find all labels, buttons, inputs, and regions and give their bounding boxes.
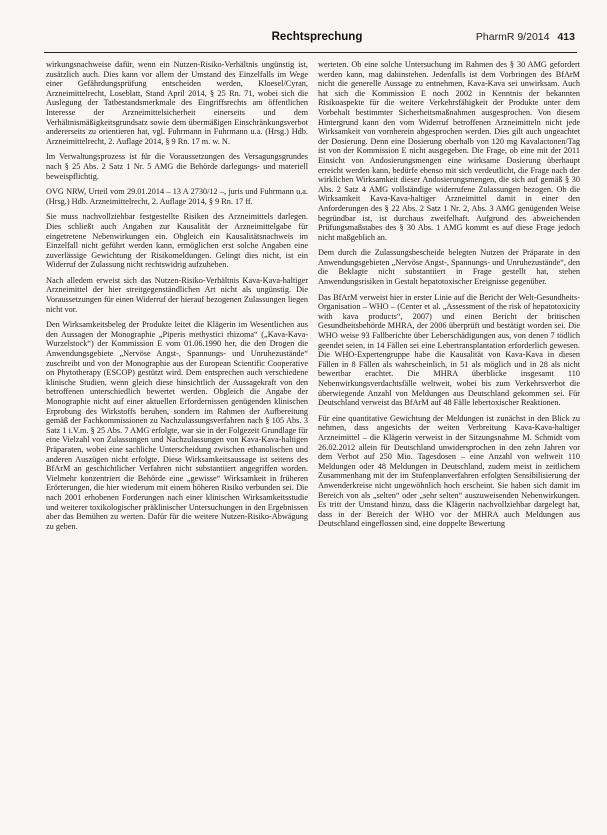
page-number: 413: [557, 31, 575, 43]
paragraph: wirkungsnachweise dafür, wenn ein Nutzen-Risiko-Verhältnis ungünstig ist, zusätzlich auch. Dies kann vor allem der Umstand des Einzelfalls im Wege einer Gefährdungsprüfung entscheiden werden, Kloesel/Cyran, Arzneimittelrecht, Loseblatt, Stand April 2014, § 25 Rn. 71, wobei sich die Auslegung der Tatbestandsmerkmale des Eingriffsrechts am öffentlichen Interesse der Arzneimittelsicherheit einerseits und dem Verhältnismäßigkeitsgrundsatz sowie dem übermäßigen Einschränkungsverbot andererseits zu orientieren hat, vgl. Fuhrmann in Fuhrmann u.a. (Hrsg.) Hdb. Arzneimittelrecht, 2. Auflage 2014, § 9 Rn. 17 m. w. N.: [46, 60, 308, 146]
paragraph: werteten. Ob eine solche Untersuchung im Rahmen des § 30 AMG gefordert werden kann, mag dahinstehen. Jedenfalls ist dem Vorbringen des BfArM nicht die generelle Aussage zu entnehmen, Kava-Kava sei unwirksam. Auch hat sich die Kommission E noch 2002 in Kenntnis der bekannten Risikoaspekte für die weitere Verkehrsfähigkeit der Produkte unter dem Vorbehalt bestimmter Sicherheitsmaßnahmen ausgesprochen. Von diesem Hintergrund kann den vom Widerruf betroffenen Arzneimitteln nicht jede Wirksamkeit von vornherein abgesprochen werden. Dies gilt auch ungeachtet der Dosierung. Denn eine Dosierung oberhalb von 120 mg Kavalactonen/Tag ist von der Kommission E nicht ausgegeben. Die Frage, ob eine mit der 2011 Einsicht von Andosierungsmengen eine wirksame Dosierung überhaupt erreicht werden kann, bedürfe ebenso mit sich verdeutlicht, die Frage nach der wirklichen Wirksamkeit dieser Andosierungsmengen, die sich auf gemäß § 30 Abs. 2 Satz 4 AMG vollständige widerrufene Zulassungen bezogen. Ob die Wirksamkeit Kava-Kava-haltiger Arzneimittel damit in einer den Anforderungen des § 22 Abs. 2 Satz 1 Nr. 2, Abs. 3 AMG genügenden Weise begründbar ist, ist durchaus zweifelhaft. Aufgrund des abweichenden Prüfungsmaßstabes des § 30 Abs. 1 AMG kommt es auf diese Frage jedoch nicht maßgeblich an.: [318, 60, 580, 242]
citation: OVG NRW, Urteil vom 29.01.2014 – 13 A 2730/12 –, juris und Fuhrmann u.a. (Hrsg.) Hdb. Arzneimittelrecht, 2. Auflage 2014, § 9 Rn. 17 ff.: [46, 187, 308, 206]
section-rubric: Rechtsprechung: [271, 31, 363, 43]
paragraph: Das BfArM verweist hier in erster Linie auf die Bericht der Welt-Gesundheits-Organisation – WHO – (Center et al. „Assessment of the risk of hepatotoxicity with kava products“, 2007) und einen Bericht der britischen Gesundheitsbehörde MHRA, der 2006 überprüft und bestätigt worden sei. Die WHO weise 93 Fallberichte über Leberschädigungen aus, von denen 7 tödlich geendet seien, in 14 Fällen sei eine Lebertransplantation erforderlich gewesen. Die WHO-Expertengruppe habe die Kausalität von Kava-Kava in diesen Fällen in 8 Fällen als wahrscheinlich, in 51 als möglich und in 28 als nicht bewertbar erachtet. Die MHRA überblicke insgesamt 110 Nebenwirkungsverdachtsfälle weltweit, wobei bis zum Verkehrsverbot die überwiegende Anzahl von Meldungen aus Deutschland gekommen sei. Für Deutschland verweist das BfArM auf 48 Fälle lebertoxischer Reaktionen.: [318, 292, 580, 408]
paragraph: Dem durch die Zulassungsbescheide belegten Nutzen der Präparate in den Anwendungsgebieten „Nervöse Angst-, Spannungs- und Unruhezustände“, den die Beklagte nicht substantiiert in Frage gestellt hat, stehen Anwendungsrisiken in Gestalt hepatotoxischer Ereignisse gegenüber.: [318, 248, 580, 287]
journal-issue: PharmR 9/2014: [475, 31, 550, 43]
paragraph: Den Wirksamkeitsbeleg der Produkte leitet die Klägerin im Wesentlichen aus den Aussagen der Monographie „Piperis methystici rhizoma“ („Kava-Kava-Wurzelstock“) der Kommission E vom 01.06.1990 her, die den Drogen die Anwendungsgebiete „Nervöse Angst-, Spannungs- und Unruhezustände“ zuschreibt und von der Monographie aus der European Scientific Cooperative on Phytotherapy (ESCOP) gestützt wird. Dem entsprechen auch verschiedene klinische Studien, wenn gleich diese hinsichtlich der Aussagekraft von den betroffenen unterschiedlich bewertet werden. Obgleich die Angabe der Monographie nicht auf einer aktuellen Erfordernissen genügenden klinischen Erprobung des Wirkstoffs beruhen, sondern im Rahmen der Aufbereitung gemäß der Fachkommissionen zu Nachzulassungsverfahren nach § 105 Abs. 3 Satz 1 i.V.m. § 25 Abs. 7 AMG erfolgte, war sie in der Folgezeit Grundlage für eine Vielzahl von Zulassungen und Nachzulassungen von Kava-Kava-haltigen Präparaten, wobei eine sachliche Unterscheidung zwischen ethanolischen und anderen Auszügen nicht erfolgte. Diese Wirksamkeitsaussage ist seitens des BfArM an geschichtlicher Verfahren nicht substantiiert angegriffen worden. Vielmehr konzentriert die Behörde eine „gewisse“ Wirksamkeit in früheren Erörterungen, die hier wiederum mit einem höheren Risiko verbunden sei. Die nach 2001 erhobenen Forderungen nach einer klinischen Wirksamkeitsstudie und weiterer toxikologischer präklinischer Untersuchungen in den Ergebnissen aber das Bemühen zu werten. Dafür für die weitere Nutzen-Risiko-Abwägung zu geben.: [46, 320, 308, 531]
paragraph: Nach alledem erweist sich das Nutzen-Risiko-Verhältnis Kava-Kava-haltiger Arzneimittel der hier streitgegenständlichen Art nicht als ungünstig. Die Voraussetzungen für einen Widerruf der hierauf bezogenen Zulassungen liegen nicht vor.: [46, 275, 308, 314]
paragraph: Im Verwaltungsprozess ist für die Voraussetzungen des Versagungsgrundes nach § 25 Abs. 2 Satz 1 Nr. 5 AMG die Behörde darlegungs- und materiell beweispflichtig.: [46, 152, 308, 181]
right-column: [318, 60, 580, 529]
paragraph: Für eine quantitative Gewichtung der Meldungen ist zunächst in den Blick zu nehmen, dass angesichts der weiten Verbreitung Kava-Kava-haltiger Arzneimittel – die Klägerin verweist in der Sitzungsnahme M. Schmidt vom 26.02.2012 allein für Deutschland unwidersprochen in den zehn Jahren vor dem Verbot auf 250 Mio. Tagesdosen – eine Anzahl von weltweit 110 Meldungen oder 48 Meldungen in Deutschland, zudem meist in zeitlichem Zusammenhang mit der im Stufenplanverfahren erfolgten Sensibilisierung der Anwenderkreise nicht ungewöhnlich hoch erscheint. Sie haben sich damit im Bereich von als „selten“ oder „sehr selten“ auszuweisenden Nebenwirkungen. Es tritt der Umstand hinzu, dass die Klägerin nachvollziehbar dargelegt hat, dass in der Bereich der WHO vor der MHRA auch Meldungen aus Deutschland eingeflossen sind, eine doppelte Bewertung: [318, 413, 580, 529]
header-rule: [44, 52, 577, 53]
paragraph: Sie muss nachvollziehbar festgestellte Risiken des Arzneimittels darlegen. Dies schließt auch Angaben zur Kausalität der Arzneimittelgabe für eingetretene Nebenwirkungen ein. Obgleich ein Kausalitätsnachweis im Einzelfall nicht geführt werden kann, ermöglichen erst solche Angaben eine zuverlässige Gewichtung der Risikomeldungen. Gelingt dies nicht, ist ein Widerruf der Zulassung nicht rechtswidrig aufzuheben.: [46, 212, 308, 270]
journal-reference: [476, 31, 575, 43]
left-column: [46, 60, 308, 531]
